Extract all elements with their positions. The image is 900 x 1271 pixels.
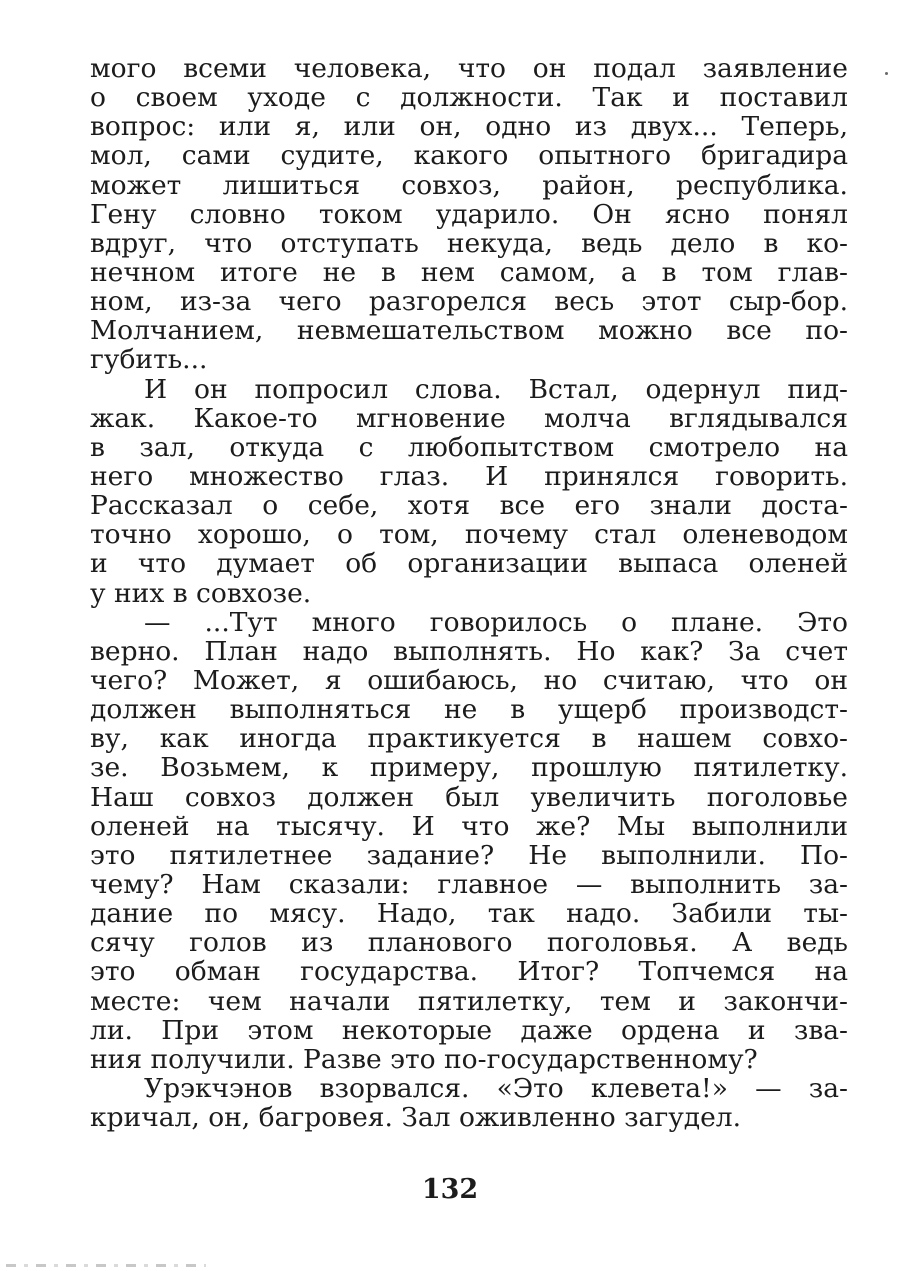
text-line: ву, как иногда практикуется в нашем совхо- — [90, 723, 848, 755]
text-line: Наш совхоз должен был увеличить поголовье — [90, 781, 848, 813]
text-line: мол, сами судите, какого опытного бригадира — [90, 140, 848, 172]
text-line: сячу голов из планового поголовья. А ведь — [90, 927, 848, 959]
paragraph-end-line: кричал, он, багровея. Зал оживленно загудел. — [90, 1102, 742, 1134]
text-line: может лишиться совхоз, район, республика. — [90, 169, 848, 201]
paragraph-start-line: Урэкчэнов взорвался. «Это клевета!» — за- — [144, 1072, 848, 1104]
scan-speck — [885, 72, 888, 75]
text-line: это пятилетнее задание? Не выполнили. По- — [90, 839, 848, 871]
text-line: чему? Нам сказали: главное — выполнить за- — [90, 868, 848, 900]
paragraph-start-line: — ...Тут много говорилось о плане. Это — [144, 606, 848, 638]
text-line: это обман государства. Итог? Топчемся на — [90, 956, 848, 988]
paragraph-end-line: у них в совхозе. — [90, 577, 312, 609]
text-line: должен выполняться не в ущерб производст- — [90, 694, 848, 726]
paragraph-start-line: И он попросил слова. Встал, одернул пид- — [144, 373, 848, 405]
text-line: жак. Какое-то мгновение молча вглядывался — [90, 402, 848, 434]
text-line: верно. План надо выполнять. Но как? За счет — [90, 635, 848, 667]
text-line: Гену словно током ударило. Он ясно понял — [90, 198, 848, 230]
text-line: и что думает об организации выпаса оленей — [90, 548, 848, 580]
text-line: нечном итоге не в нем самом, а в том глав- — [90, 256, 848, 288]
scan-artifact — [6, 1264, 206, 1267]
text-line: в зал, откуда с любопытством смотрело на — [90, 431, 848, 463]
text-line: точно хорошо, о том, почему стал оленеводом — [90, 519, 848, 551]
text-line: Рассказал о себе, хотя все его знали доста- — [90, 490, 848, 522]
text-line: зе. Возьмем, к примеру, прошлую пятилетку. — [90, 752, 848, 784]
paragraph-end-line: ния получили. Разве это по-государственному? — [90, 1043, 758, 1075]
text-line: Молчанием, невмешательством можно все по- — [90, 315, 848, 347]
page-text — [90, 54, 848, 1132]
text-line: месте: чем начали пятилетку, тем и закончи- — [90, 985, 848, 1017]
text-line: мого всеми человека, что он подал заявление — [90, 53, 848, 84]
text-line: ном, из-за чего разгорелся весь этот сыр-бор. — [90, 286, 848, 318]
text-line: дание по мясу. Надо, так надо. Забили ты- — [90, 898, 848, 930]
page-number: 132 — [421, 1174, 479, 1205]
text-line: оленей на тысячу. И что же? Мы выполнили — [90, 810, 848, 842]
text-line: ли. При этом некоторые даже ордена и зва- — [90, 1014, 848, 1046]
paragraph-end-line: губить... — [90, 344, 208, 376]
text-line: вопрос: или я, или он, одно из двух... Теперь, — [90, 111, 848, 143]
text-line: него множество глаз. И принялся говорить. — [90, 460, 848, 492]
text-line: о своем уходе с должности. Так и поставил — [90, 82, 848, 114]
text-line: чего? Может, я ошибаюсь, но считаю, что он — [90, 664, 848, 696]
text-line: вдруг, что отступать некуда, ведь дело в ко- — [90, 227, 848, 259]
